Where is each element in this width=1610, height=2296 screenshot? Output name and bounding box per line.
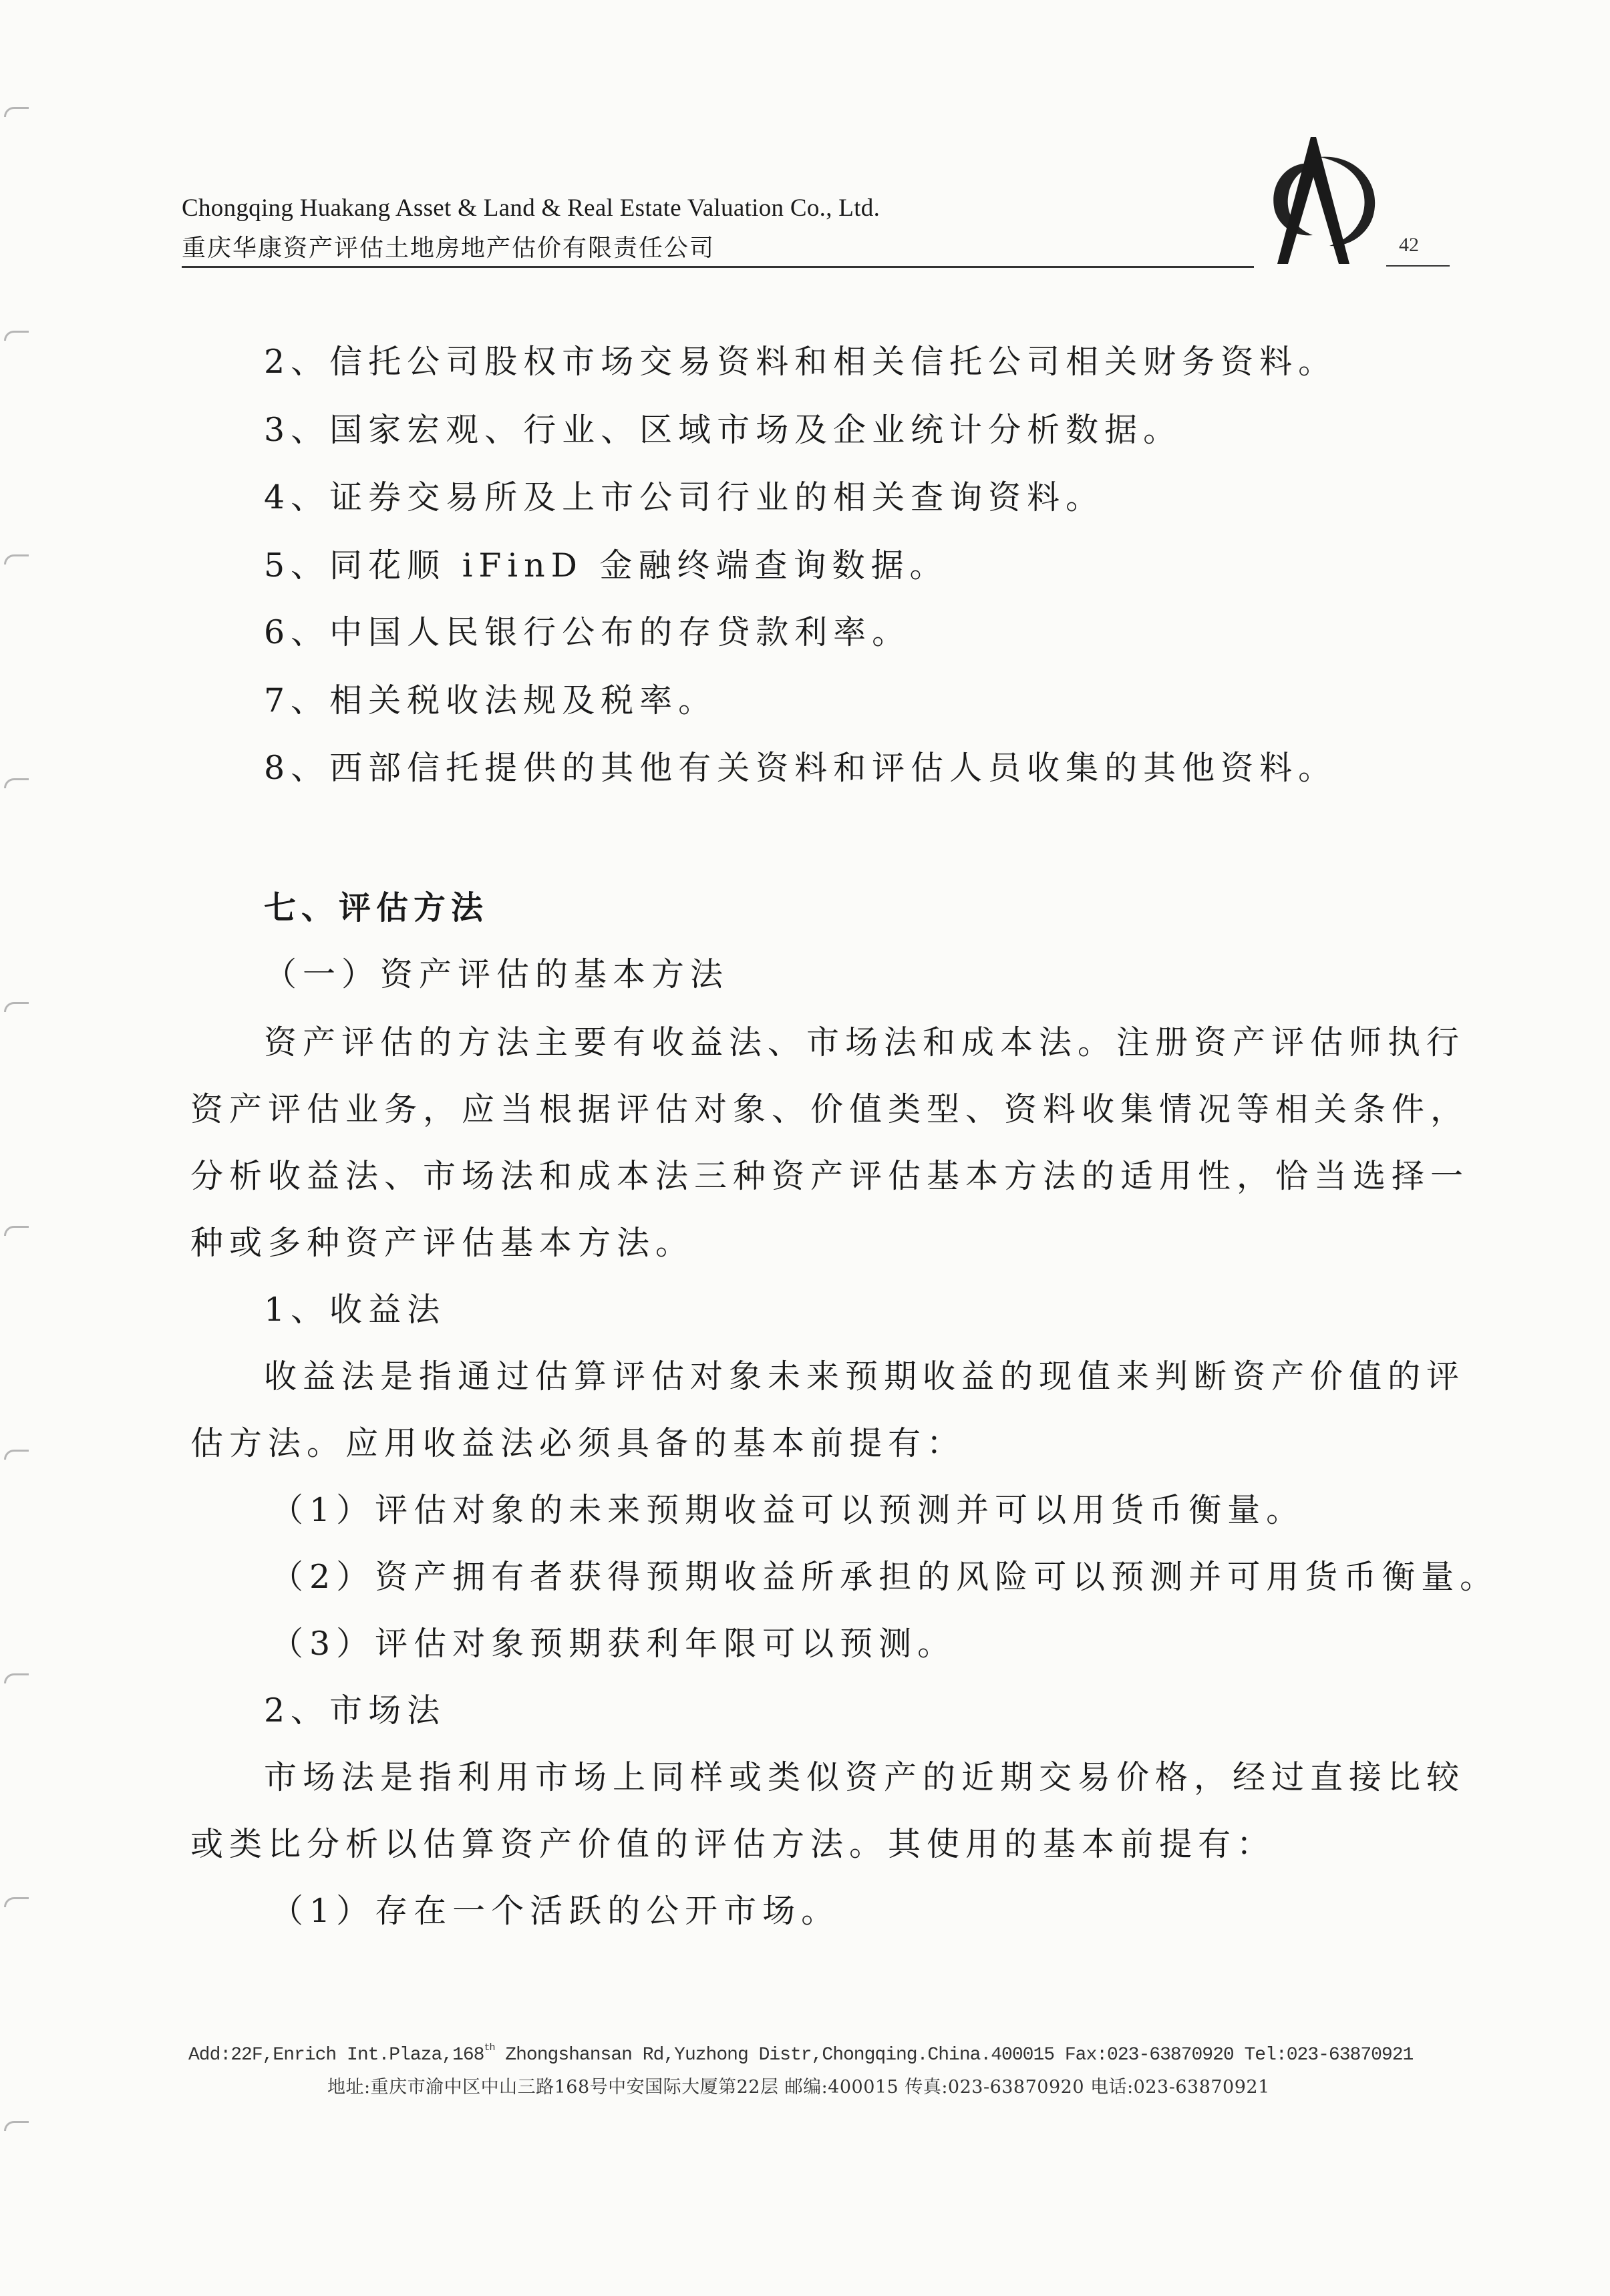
company-name-en: Chongqing Huakang Asset & Land & Real Estate Valuation Co., Ltd. [182, 194, 880, 222]
paragraph-line: 或类比分析以估算资产价值的评估方法。其使用的基本前提有： [190, 1825, 1276, 1863]
paragraph-line: 收益法是指通过估算评估对象未来预期收益的现值来判断资产价值的评 [264, 1357, 1466, 1396]
binder-mark [4, 554, 29, 564]
binder-mark [4, 2121, 29, 2131]
source-item: 3、国家宏观、行业、区域市场及企业统计分析数据。 [264, 411, 1182, 449]
paragraph-line: 市场法是指利用市场上同样或类似资产的近期交易价格，经过直接比较 [264, 1758, 1466, 1796]
binder-mark [4, 778, 29, 788]
binder-mark [4, 1673, 29, 1683]
paragraph-line: 分析收益法、市场法和成本法三种资产评估基本方法的适用性，恰当选择一 [190, 1157, 1470, 1195]
binder-mark [4, 1226, 29, 1236]
premise-item: （1）评估对象的未来预期收益可以预测并可以用货币衡量。 [271, 1491, 1305, 1529]
company-name-cn: 重庆华康资产评估土地房地产估价有限责任公司 [182, 234, 715, 262]
source-item: 7、相关税收法规及税率。 [264, 681, 717, 719]
company-logo-icon [1256, 127, 1390, 281]
header-divider [182, 266, 1254, 268]
binder-mark [4, 331, 29, 341]
paragraph-line: 种或多种资产评估基本方法。 [190, 1224, 695, 1262]
paragraph-line: 资产评估的方法主要有收益法、市场法和成本法。注册资产评估师执行 [264, 1023, 1466, 1061]
page-number-underline [1386, 265, 1450, 267]
footer-address-cn: 地址:重庆市渝中区中山三路168号中安国际大厦第22层 邮编:400015 传真:023-63870920 电话:023-63870921 [327, 2077, 1270, 2098]
source-item: 5、同花顺 iFinD 金融终端查询数据。 [264, 546, 949, 585]
source-item: 2、信托公司股权市场交易资料和相关信托公司相关财务资料。 [264, 343, 1337, 381]
paragraph-line: 估方法。应用收益法必须具备的基本前提有： [190, 1424, 966, 1462]
premise-item: （2）资产拥有者获得预期收益所承担的风险可以预测并可用货币衡量。 [271, 1558, 1499, 1596]
binder-mark [4, 107, 29, 117]
binder-mark [4, 1002, 29, 1012]
page-number: 42 [1399, 234, 1419, 256]
premise-item: （1）存在一个活跃的公开市场。 [271, 1892, 840, 1930]
footer-address-en: Add:22F,Enrich Int.Plaza,168th Zhongshansan Rd,Yuzhong Distr,Chongqing.China.400015 Fax:023-63870920 Tel:023-63870921 [188, 2042, 1414, 2066]
method-title: 1、收益法 [264, 1291, 446, 1329]
source-item: 6、中国人民银行公布的存贷款利率。 [264, 613, 911, 651]
section-title: 七、评估方法 [264, 889, 489, 927]
binder-mark [4, 1450, 29, 1460]
premise-item: （3）评估对象预期获利年限可以预测。 [271, 1625, 957, 1663]
subsection-title: （一）资产评估的基本方法 [264, 955, 730, 993]
binder-mark [4, 1897, 29, 1907]
source-item: 8、西部信托提供的其他有关资料和评估人员收集的其他资料。 [264, 749, 1337, 787]
source-item: 4、证券交易所及上市公司行业的相关查询资料。 [264, 478, 1105, 516]
method-title: 2、市场法 [264, 1691, 446, 1730]
paragraph-line: 资产评估业务，应当根据评估对象、价值类型、资料收集情况等相关条件， [190, 1090, 1470, 1128]
